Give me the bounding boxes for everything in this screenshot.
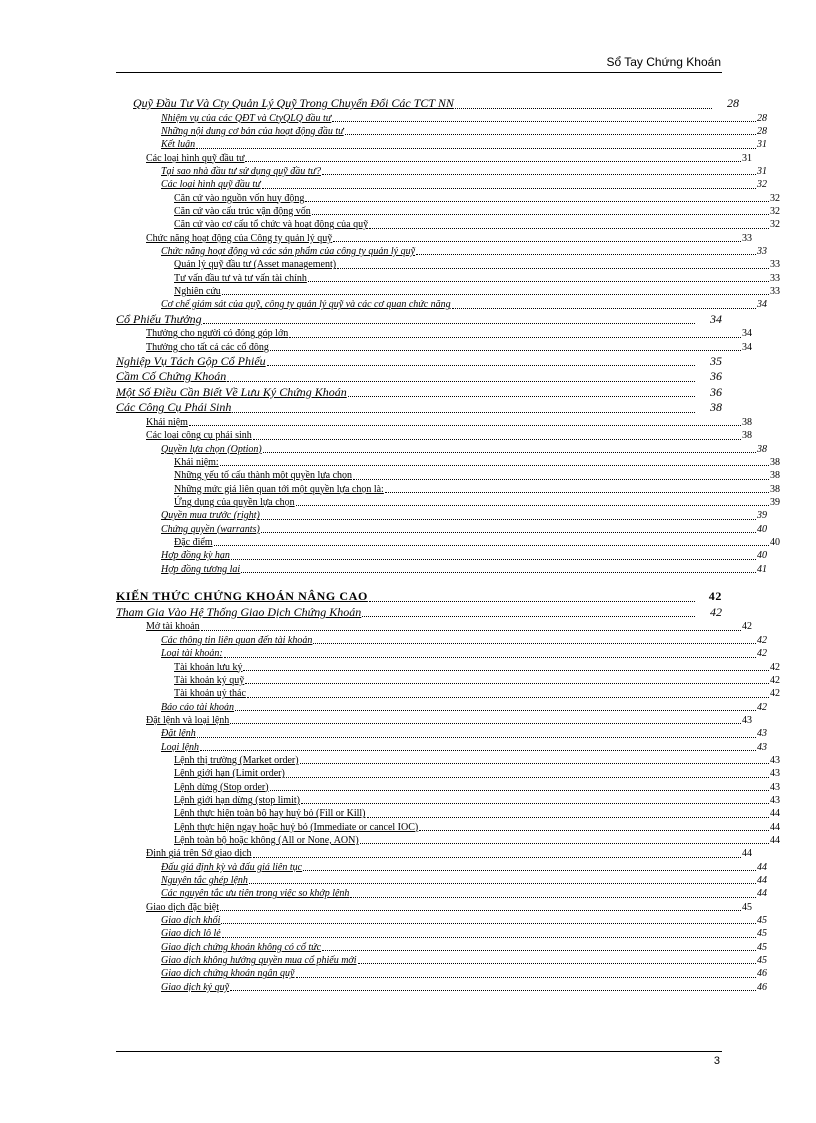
toc-entry-page: 40 [757,550,767,562]
toc-entry[interactable] [116,443,767,456]
toc-entry-title: Ứng dụng của quyền lựa chọn [174,496,295,508]
toc-entry-page: 40 [757,523,767,535]
toc-entry[interactable] [116,523,767,536]
toc-entry[interactable] [116,165,767,178]
toc-entry[interactable] [116,138,767,151]
toc-entry-page: 43 [770,754,780,766]
toc-entry-page: 44 [770,821,780,833]
toc-entry-title: Quỹ Đầu Tư Và Cty Quản Lý Quỹ Trong Chuyển Đổi Các TCT NN [133,96,454,110]
dot-leader [286,777,769,778]
toc-entry-page: 33 [770,272,780,284]
toc-entry-page: 39 [757,510,767,522]
toc-entry[interactable] [116,941,767,954]
dot-leader [369,228,769,229]
toc-entry-title: Giao dịch chứng khoán không có cổ tức [161,941,322,953]
toc-entry[interactable] [116,588,722,605]
dot-leader [270,790,769,791]
toc-entry-title: Lệnh dừng (Stop order) [174,781,269,793]
toc-entry[interactable] [116,634,767,647]
dot-leader [289,337,741,338]
toc-entry-title: Giao dịch chứng khoán ngân quỹ [161,968,295,980]
toc-entry[interactable] [116,674,780,687]
toc-entry-page: 33 [757,245,767,257]
toc-entry-page: 35 [710,353,722,368]
toc-entry-page: 34 [742,341,752,353]
toc-entry[interactable] [116,232,752,245]
toc-entry-title: Tư vấn đầu tư và tư vấn tài chính [174,272,307,284]
dot-leader [353,479,769,480]
toc-entry-title: Lệnh giới hạn dừng (stop limit) [174,794,300,806]
toc-entry[interactable] [116,178,767,191]
toc-entry[interactable] [116,754,780,767]
toc-entry[interactable] [116,927,767,940]
dot-leader [231,559,756,560]
toc-entry-page: 38 [710,400,722,415]
toc-entry[interactable] [116,312,722,328]
toc-entry-page: 32 [757,179,767,191]
dot-leader [220,465,769,466]
toc-entry[interactable] [116,647,767,660]
toc-entry-title: Căn cứ vào nguồn vốn huy động [174,192,305,204]
toc-entry-title: Tài khoản ký quỹ [174,674,245,686]
toc-entry[interactable] [116,272,780,285]
toc-entry-page: 43 [757,728,767,740]
toc-entry-title: Những yếu tố cấu thành một quyền lựa chọn [174,470,353,482]
toc-entry-page: 43 [770,781,780,793]
page-number: 3 [713,1055,720,1067]
toc-entry-page: 38 [742,430,752,442]
toc-entry-title: Đặc điểm [174,536,213,548]
toc-entry-title: Giao dịch ký quỹ [161,981,230,993]
dot-leader [300,763,769,764]
running-header-title: Sổ Tay Chứng Khoán [606,55,721,69]
toc-entry-page: 42 [710,604,722,619]
toc-entry-page: 44 [757,888,767,900]
toc-entry[interactable] [116,781,780,794]
dot-leader [337,268,769,269]
dot-leader [253,439,741,440]
toc-entry-title: Đặt lệnh và loại lệnh [146,714,230,726]
toc-entry-page: 42 [757,648,767,660]
dot-leader [189,425,741,426]
dot-leader [345,134,756,135]
toc-entry-page: 43 [770,794,780,806]
toc-entry[interactable] [116,954,767,967]
toc-entry[interactable] [116,847,752,860]
dot-leader [222,294,769,295]
toc-entry-page: 46 [757,981,767,993]
toc-entry[interactable] [116,400,722,416]
toc-entry[interactable] [116,285,780,298]
dot-leader [245,683,769,684]
toc-entry[interactable] [116,429,752,442]
toc-entry-title: Nhiệm vụ của các QĐT và CtyQLQ đầu tư [161,112,332,124]
toc-entry-title: Cơ chế giám sát của quỹ, công ty quản lý quỹ và các cơ quan chức năng [161,299,451,311]
toc-entry[interactable] [116,469,780,482]
toc-entry[interactable] [116,483,780,496]
toc-entry[interactable] [116,456,780,469]
toc-entry-page: 39 [770,496,780,508]
dot-leader [200,750,756,751]
dot-leader [230,723,741,724]
toc-entry-title: Quyền lựa chọn (Option) [161,443,262,455]
dot-leader [230,990,756,991]
toc-entry-title: Lệnh thực hiện ngay hoặc huỷ bỏ (Immediate or cancel IOC) [174,821,419,833]
dot-leader [243,670,769,671]
toc-entry-page: 31 [757,139,767,151]
toc-entry[interactable] [116,967,767,980]
toc-entry-page: 36 [710,369,722,384]
dot-leader [362,616,695,617]
toc-entry-title: Giao dịch khối [161,915,221,927]
toc-entry-title: Nguyên tắc ghép lệnh [161,875,248,886]
dot-leader [419,830,769,831]
toc-entry-title: Các loại hình quỹ đầu tư [146,152,245,164]
toc-entry-title: Lệnh thực hiện toàn bộ hay huỷ bỏ (Fill or Kill) [174,808,366,820]
toc-entry[interactable] [116,385,722,401]
dot-leader [201,630,741,631]
toc-entry-page: 33 [742,232,752,244]
toc-entry-title: Giao dịch lô lẻ [161,928,221,940]
toc-entry-page: 44 [757,875,767,886]
toc-entry-page: 45 [742,901,752,913]
toc-entry-page: 44 [742,848,752,860]
toc-entry-title: Mở tài khoản [146,621,200,633]
toc-entry-title: Giao dịch không hưởng quyền mua cổ phiếu mới [161,955,357,967]
toc-entry[interactable] [116,536,780,549]
dot-leader [358,963,756,964]
toc-entry-page: 44 [770,834,780,846]
toc-entry-page: 33 [770,259,780,271]
toc-entry-title: Quyền mua trước (right) [161,510,260,522]
toc-entry-page: 38 [770,456,780,468]
toc-entry[interactable] [116,125,767,138]
toc-entry-title: Nghiệp Vụ Tách Gộp Cổ Phiếu [116,353,266,368]
toc-entry-title: Căn cứ vào cấu trúc vận động vốn [174,205,311,217]
toc-entry[interactable] [116,205,780,218]
toc-entry[interactable] [116,861,767,874]
dot-leader [385,492,769,493]
toc-entry[interactable] [116,341,752,354]
toc-entry-page: 45 [757,915,767,927]
toc-entry[interactable] [116,549,767,562]
dot-leader [350,897,756,898]
toc-entry-page: 45 [757,941,767,953]
toc-entry-page: 42 [770,661,780,673]
table-of-contents [116,96,780,994]
dot-leader [452,308,756,309]
toc-entry-title: Chứng quyền (warrants) [161,523,260,535]
dot-leader [247,697,769,698]
toc-entry-title: KIẾN THỨC CHỨNG KHOÁN NÂNG CAO [116,588,368,603]
toc-entry-title: Đấu giá định kỳ và đấu giá liên tục [161,861,303,873]
toc-entry-page: 43 [770,768,780,780]
dot-leader [270,350,741,351]
toc-entry-title: Đặt lệnh [161,728,196,740]
dot-leader [222,937,756,938]
toc-entry[interactable] [116,218,780,231]
toc-entry[interactable] [116,369,722,385]
toc-entry-title: Lệnh toàn bộ hoặc không (All or None, AON) [174,834,359,846]
toc-entry-title: Các nguyên tắc ưu tiên trong việc so khớp lệnh [161,888,350,900]
toc-entry[interactable] [116,245,767,258]
dot-leader [214,545,769,546]
toc-entry[interactable] [116,981,767,994]
dot-leader [263,452,756,453]
dot-leader [348,396,695,397]
dot-leader [305,201,769,202]
toc-entry[interactable] [116,509,767,522]
dot-leader [220,910,741,911]
toc-entry-page: 33 [770,285,780,297]
dot-leader [196,148,756,149]
dot-leader [313,643,756,644]
toc-entry-page: 42 [757,701,767,713]
toc-entry[interactable] [116,327,752,340]
toc-entry-page: 38 [742,416,752,428]
toc-entry-page: 41 [757,563,767,575]
toc-entry[interactable] [116,821,780,834]
toc-entry-page: 28 [757,112,767,124]
toc-entry-title: Cổ Phiếu Thưởng [116,311,202,326]
footer-rule [116,1051,722,1052]
dot-leader [203,323,695,324]
toc-entry-page: 46 [757,968,767,980]
toc-entry[interactable] [116,714,752,727]
toc-entry-page: 44 [770,808,780,820]
dot-leader [221,923,756,924]
toc-entry-page: 32 [770,219,780,231]
dot-leader [455,108,712,109]
toc-entry-page: 28 [727,96,739,110]
toc-entry-title: Chức năng hoạt động của Công ty quản lý quỹ [146,232,333,244]
dot-leader [253,857,741,858]
toc-entry-page: 38 [757,443,767,455]
toc-entry[interactable] [116,258,780,271]
toc-entry-title: Cầm Cố Chứng Khoán [116,369,227,384]
dot-leader [262,188,756,189]
toc-entry-page: 45 [757,928,767,940]
toc-entry-title: Tài khoản lưu ký [174,661,243,673]
toc-entry-title: Giao dịch đặc biệt [146,901,220,913]
toc-entry[interactable] [116,794,780,807]
toc-entry-title: Căn cứ vào cơ cấu tổ chức và hoạt động của quỹ [174,219,369,231]
dot-leader [333,241,741,242]
toc-entry[interactable] [116,354,722,370]
toc-entry-title: Tại sao nhà đầu tư sử dụng quỹ đầu tư? [161,165,321,177]
toc-entry[interactable] [116,192,780,205]
toc-entry-title: Lệnh thị trường (Market order) [174,754,299,766]
toc-entry-title: Khái niệm [146,416,188,428]
toc-entry[interactable] [116,605,722,621]
toc-entry-page: 38 [770,483,780,495]
toc-entry-page: 42 [757,634,767,646]
dot-leader [261,532,756,533]
toc-entry[interactable] [116,416,752,429]
toc-entry-page: 31 [742,152,752,164]
toc-entry-title: Hợp đồng kỳ hạn [161,550,230,562]
toc-entry[interactable] [116,620,752,633]
toc-entry-title: Hợp đồng tương lai [161,563,241,575]
dot-leader [267,365,695,366]
toc-entry-page: 38 [770,470,780,482]
dot-leader [249,883,756,884]
toc-entry-title: Các thông tin liên quan đến tài khoản [161,634,313,646]
toc-entry-page: 45 [757,955,767,967]
toc-entry-page: 28 [757,125,767,137]
dot-leader [235,710,756,711]
toc-entry[interactable] [116,887,767,900]
dot-leader [308,281,769,282]
toc-entry-title: Những nội dung cơ bản của hoạt động đầu tư [161,125,344,137]
toc-entry-page: 42 [708,588,722,603]
toc-entry-page: 43 [757,741,767,753]
toc-entry-title: Một Số Điều Cần Biết Về Lưu Ký Chứng Khoán [116,384,347,399]
dot-leader [360,843,769,844]
dot-leader [322,174,756,175]
toc-entry[interactable] [116,914,767,927]
toc-entry[interactable] [116,152,752,165]
toc-entry-title: Các loại hình quỹ đầu tư [161,179,261,191]
toc-entry-page: 32 [770,205,780,217]
toc-entry[interactable] [116,767,780,780]
toc-entry-title: Loại lệnh [161,741,200,753]
toc-entry[interactable] [116,741,767,754]
toc-entry[interactable] [116,901,752,914]
toc-entry-title: Báo cáo tài khoản [161,701,235,713]
toc-entry[interactable] [116,298,767,311]
toc-entry[interactable] [116,96,739,112]
dot-leader [224,657,756,658]
toc-entry-title: Tham Gia Vào Hệ Thống Giao Dịch Chứng Khoán [116,604,362,619]
toc-entry-page: 42 [770,674,780,686]
dot-leader [416,254,756,255]
toc-entry[interactable] [116,807,780,820]
toc-entry-page: 34 [742,328,752,340]
toc-entry[interactable] [116,701,767,714]
toc-entry-title: Các Công Cụ Phái Sinh [116,400,232,415]
toc-entry-page: 32 [770,192,780,204]
toc-entry[interactable] [116,112,767,125]
toc-entry-page: 36 [710,384,722,399]
toc-entry[interactable] [116,661,780,674]
header-rule [116,72,722,73]
toc-entry-title: Quản lý quỹ đầu tư (Asset management) [174,259,337,271]
toc-entry-title: Kết luận [161,139,196,151]
dot-leader [261,519,756,520]
toc-entry-title: Thưởng cho người có đóng góp lớn [146,328,289,340]
toc-entry-page: 31 [757,165,767,177]
toc-entry[interactable] [116,563,767,576]
dot-leader [332,121,756,122]
dot-leader [303,870,756,871]
toc-entry-page: 42 [742,621,752,633]
toc-entry-title: Thưởng cho tất cả các cổ đông [146,341,269,353]
dot-leader [197,737,756,738]
dot-leader [312,214,769,215]
dot-leader [232,412,695,413]
toc-entry[interactable] [116,874,767,887]
toc-entry-title: Nghiên cứu [174,285,221,297]
dot-leader [369,601,695,602]
toc-entry-title: Lệnh giới hạn (Limit order) [174,768,285,780]
toc-entry-title: Tài khoản uỷ thác [174,688,246,700]
dot-leader [241,572,756,573]
dot-leader [296,977,757,978]
dot-leader [322,950,756,951]
toc-entry-title: Các loại công cụ phái sinh [146,430,252,442]
toc-entry-title: Định giá trên Sở giao dịch [146,848,252,860]
toc-entry[interactable] [116,727,767,740]
dot-leader [227,381,695,382]
toc-entry-title: Loại tài khoản: [161,648,223,660]
toc-entry-title: Chức năng hoạt động và các sản phẩm của công ty quản lý quỹ [161,245,416,257]
dot-leader [367,817,770,818]
dot-leader [245,161,741,162]
toc-entry-page: 44 [757,861,767,873]
dot-leader [296,505,769,506]
toc-entry[interactable] [116,834,780,847]
toc-entry-title: Những mức giá liên quan tới một quyền lựa chọn là: [174,483,384,495]
toc-entry[interactable] [116,687,780,700]
toc-entry-page: 40 [770,536,780,548]
dot-leader [301,803,769,804]
toc-entry-page: 43 [742,714,752,726]
toc-entry-page: 34 [710,311,722,326]
toc-entry-title: Khái niệm: [174,456,219,468]
toc-entry-page: 42 [770,688,780,700]
toc-entry-page: 34 [757,299,767,311]
toc-entry[interactable] [116,496,780,509]
